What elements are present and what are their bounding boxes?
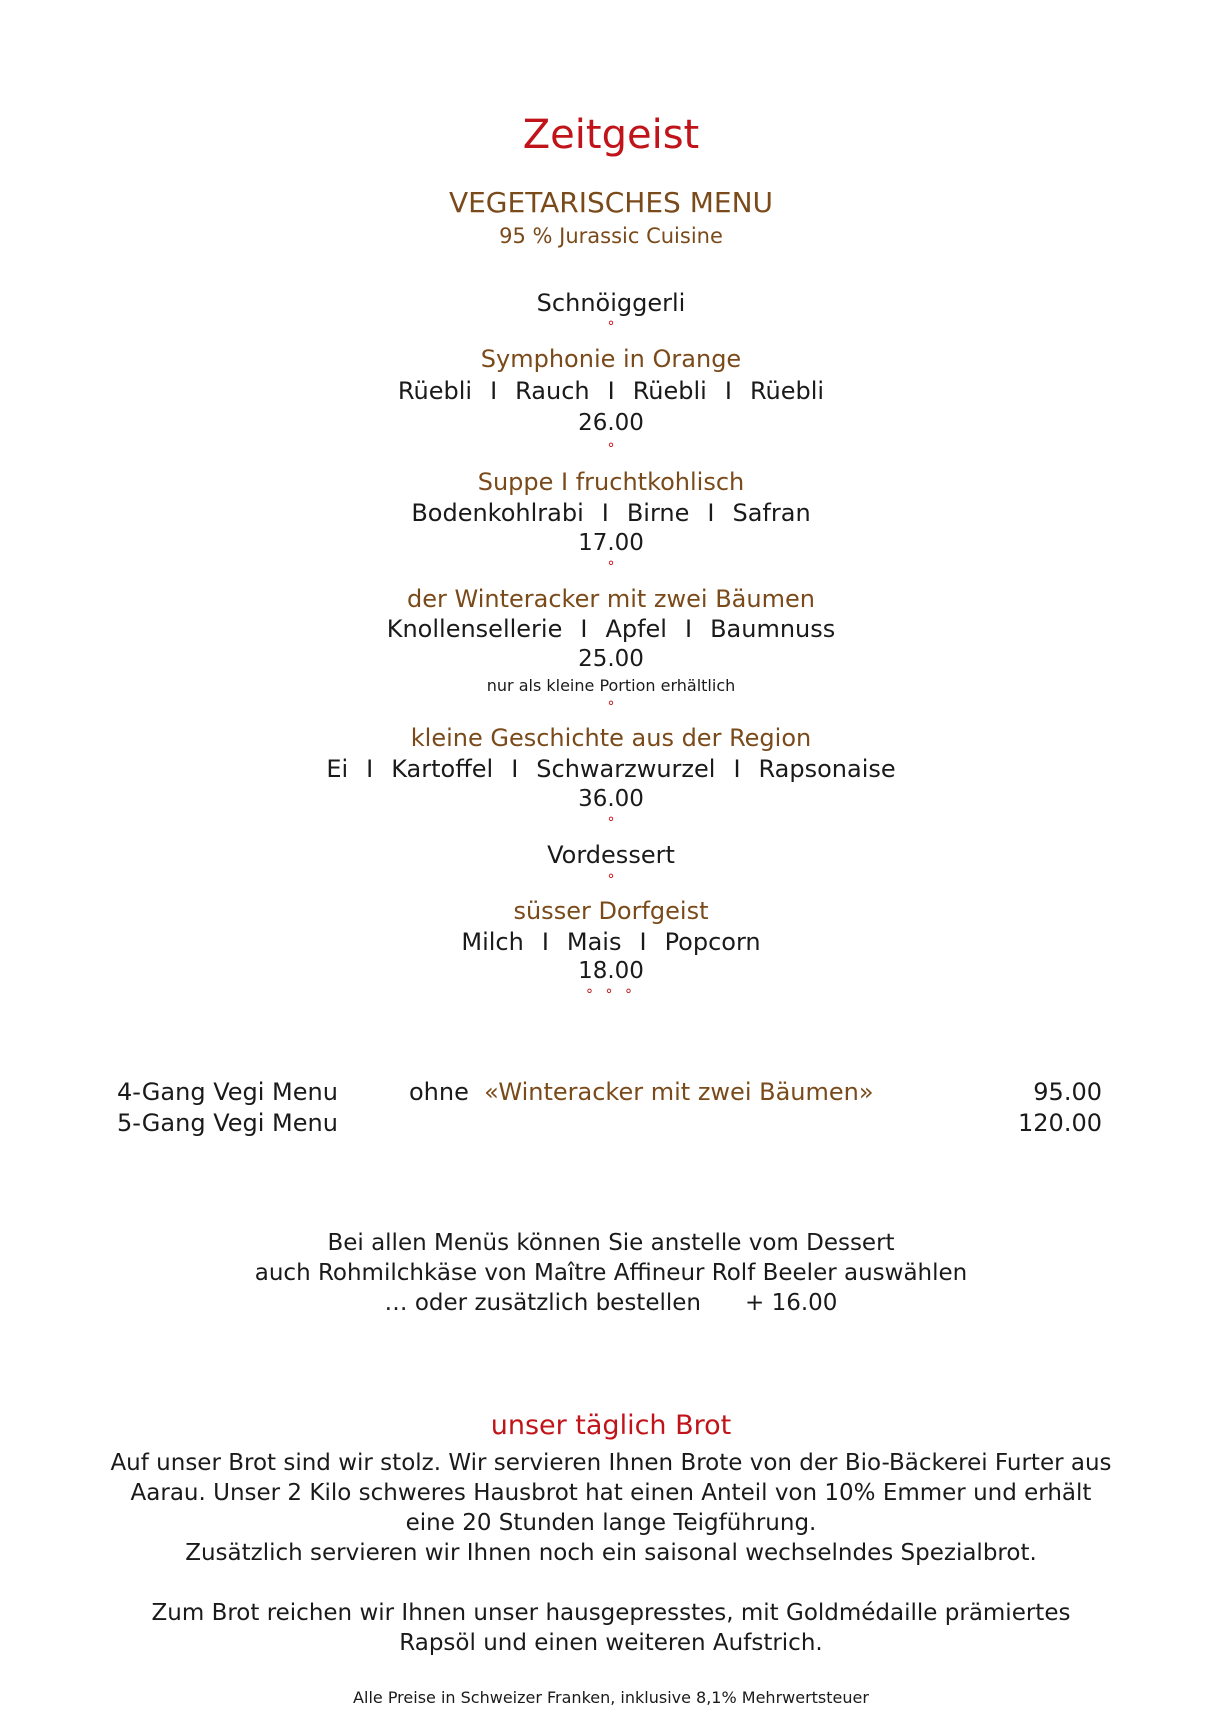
ingredient-list — [326, 755, 895, 783]
condition-prefix: ohne — [409, 1078, 469, 1106]
ingredient-divider: I — [707, 499, 715, 527]
cheese-price: + 16.00 — [745, 1290, 838, 1316]
course-note: nur als kleine Portion erhältlich — [486, 676, 736, 695]
restaurant-title: Zeitgeist — [522, 112, 700, 158]
separator-dot: ° — [607, 872, 615, 888]
bread-text-line: Auf unser Brot sind wir stolz. Wir servieren Ihnen Brote von der Bio-Bäckerei Furter aus — [110, 1450, 1112, 1476]
ingredient-list — [398, 377, 824, 405]
course-name: Suppe I fruchtkohlisch — [477, 468, 745, 496]
cheese-info-line: auch Rohmilchkäse von Maître Affineur Rolf Beeler auswählen — [254, 1260, 968, 1286]
course-name: Vordessert — [547, 841, 675, 869]
course-name: süsser Dorfgeist — [513, 897, 709, 925]
course-price: 36.00 — [578, 786, 644, 812]
course-name: Schnöiggerli — [536, 289, 686, 317]
ingredient-item: Birne — [626, 499, 690, 527]
bread-text-line: eine 20 Stunden lange Teigführung. — [405, 1510, 817, 1536]
separator-triple: ° ° ° — [586, 987, 636, 1003]
cheese-info-line — [0, 1288, 1222, 1319]
menu-option-label: 5-Gang Vegi Menu — [117, 1109, 338, 1137]
course-ingredients — [0, 615, 1222, 643]
ingredient-item: Rüebli — [749, 377, 825, 405]
bread-text-line: Rapsöl und einen weiteren Aufstrich. — [399, 1630, 823, 1656]
ingredient-item: Knollensellerie — [386, 615, 563, 643]
menu-option-label: 4-Gang Vegi Menu — [117, 1078, 338, 1106]
ingredient-item: Milch — [461, 928, 524, 956]
separator-dot: ° — [607, 319, 615, 335]
condition-dish: «Winteracker mit zwei Bäumen» — [484, 1078, 874, 1106]
ingredient-item: Kartoffel — [391, 755, 494, 783]
ingredient-divider: I — [607, 377, 615, 405]
separator-dot: ° — [607, 699, 615, 715]
menu-tagline: 95 % Jurassic Cuisine — [499, 224, 723, 248]
ingredient-item: Rauch — [515, 377, 590, 405]
course-price: 17.00 — [578, 530, 644, 556]
course-ingredients — [0, 928, 1222, 956]
ingredient-item: Popcorn — [664, 928, 761, 956]
course-name: Symphonie in Orange — [480, 345, 742, 373]
ingredient-item: Rüebli — [632, 377, 707, 405]
ingredient-item: Schwarzwurzel — [536, 755, 716, 783]
cheese-info-line: Bei allen Menüs können Sie anstelle vom Dessert — [327, 1230, 895, 1256]
course-price: 18.00 — [578, 958, 644, 984]
ingredient-item: Rapsonaise — [758, 755, 896, 783]
ingredient-item: Bodenkohlrabi — [411, 499, 584, 527]
ingredient-list — [411, 499, 810, 527]
ingredient-list — [387, 615, 836, 643]
bread-text-line: Zusätzlich servieren wir Ihnen noch ein saisonal wechselndes Spezialbrot. — [185, 1540, 1037, 1566]
price-footnote: Alle Preise in Schweizer Franken, inklusive 8,1% Mehrwertsteuer — [353, 1688, 869, 1707]
ingredient-item: Apfel — [605, 615, 667, 643]
menu-option-condition — [409, 1078, 874, 1106]
ingredient-divider: I — [511, 755, 519, 783]
separator-dot: ° — [607, 441, 615, 457]
ingredient-divider: I — [733, 755, 741, 783]
ingredient-divider: I — [490, 377, 498, 405]
separator-dot: ° — [607, 559, 615, 575]
ingredient-item: Mais — [566, 928, 622, 956]
ingredient-divider: I — [541, 928, 549, 956]
ingredient-item: Ei — [326, 755, 349, 783]
ingredient-divider: I — [601, 499, 609, 527]
bread-title: unser täglich Brot — [490, 1410, 732, 1441]
course-name: kleine Geschichte aus der Region — [410, 724, 812, 752]
ingredient-divider: I — [580, 615, 588, 643]
menu-option-price: 120.00 — [1018, 1109, 1102, 1137]
ingredient-item: Safran — [732, 499, 811, 527]
ingredient-item: Baumnuss — [710, 615, 836, 643]
course-ingredients — [0, 377, 1222, 405]
course-price: 25.00 — [578, 646, 644, 672]
separator-dot: ° — [607, 815, 615, 831]
ingredient-item: Rüebli — [397, 377, 473, 405]
menu-option-price: 95.00 — [1033, 1078, 1102, 1106]
course-ingredients — [0, 499, 1222, 527]
course-ingredients — [0, 755, 1222, 783]
cheese-order-text: … oder zusätzlich bestellen — [384, 1290, 701, 1316]
course-price: 26.00 — [578, 410, 644, 436]
bread-text-line: Aarau. Unser 2 Kilo schweres Hausbrot hat einen Anteil von 10% Emmer und erhält — [130, 1480, 1092, 1506]
course-name: der Winteracker mit zwei Bäumen — [407, 585, 815, 613]
bread-text-line: Zum Brot reichen wir Ihnen unser hausgepresstes, mit Goldmédaille prämiertes — [151, 1600, 1071, 1626]
ingredient-divider: I — [724, 377, 732, 405]
ingredient-divider: I — [366, 755, 374, 783]
ingredient-divider: I — [639, 928, 647, 956]
ingredient-divider: I — [684, 615, 693, 643]
menu-subtitle: VEGETARISCHES MENU — [448, 186, 774, 219]
ingredient-list — [461, 928, 760, 956]
